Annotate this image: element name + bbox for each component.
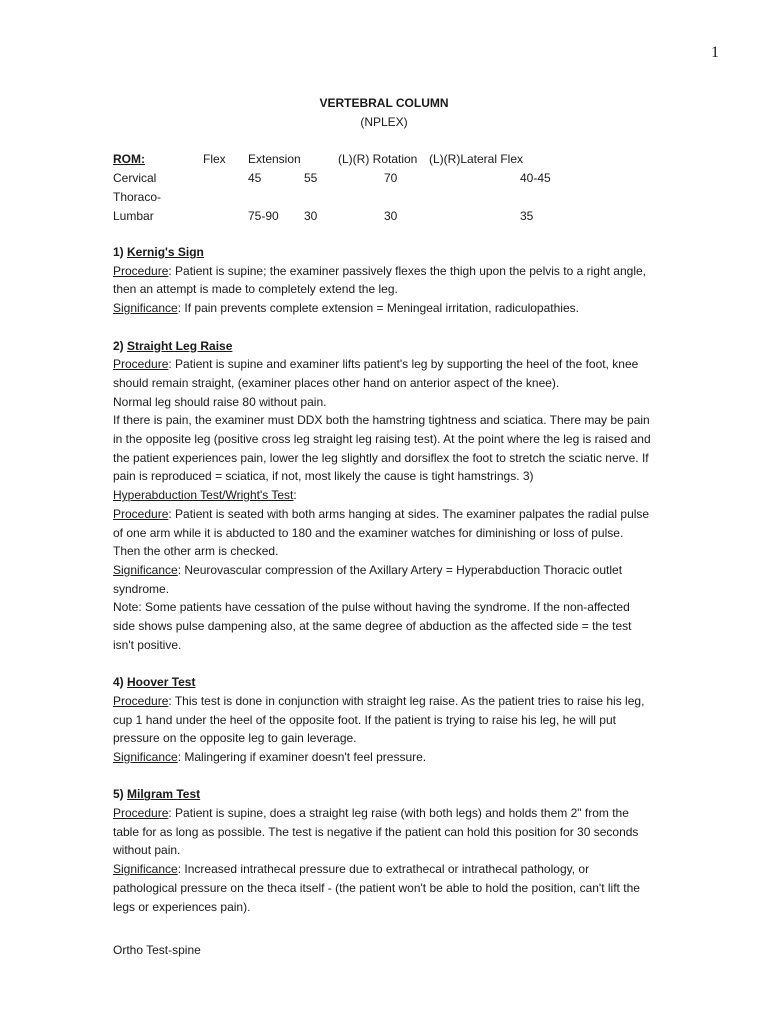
test-5-heading [113, 785, 653, 804]
procedure-label: Procedure [113, 693, 169, 708]
test-4-significance-text: : Malingering if examiner doesn't feel pressure. [177, 749, 427, 764]
procedure-label: Procedure [113, 263, 169, 278]
test-5-significance [113, 860, 653, 916]
test-5-procedure-text: : Patient is supine, does a straight leg raise (with both legs) and holds them 2" from the table for as long as possible. The test is negative if the patient can hold this position for 30 seconds without pain. [113, 806, 639, 858]
test-2-procedure [113, 355, 653, 392]
rom-lumbar-flex: 75-90 [248, 209, 279, 223]
rom-header-rotation: (L)(R) Rotation [338, 152, 418, 166]
page-number: 1 [711, 44, 719, 61]
rom-cervical-flex: 45 [248, 171, 262, 185]
document-body [113, 243, 653, 916]
rom-header-extension: Extension [248, 152, 301, 166]
rom-table [113, 150, 673, 226]
rom-lumbar-rotation: 30 [384, 209, 398, 223]
test-2-number: 2) [113, 338, 124, 353]
rom-header-lateral: (L)(R)Lateral Flex [429, 152, 524, 166]
document-subtitle: (NPLEX) [360, 115, 408, 129]
rom-cervical-label: Cervical [113, 171, 157, 185]
test-3-colon: : [293, 488, 297, 503]
test-1-heading [113, 243, 653, 262]
rom-row-cervical [113, 169, 673, 188]
test-4-procedure [113, 692, 653, 748]
significance-label: Significance [113, 862, 178, 877]
test-2-pain: If there is pain, the examiner must DDX both the hamstring tightness and sciatica. There may be pain in the opposite leg (positive cross leg straight leg raising test). At the point where the leg is raised and the patient experiences pain, lower the leg slightly and dorsiflex the foot to stretch the sciatic nerve. If pain is reproduced = sciatica, if not, most likely the cause is tight hamstrings. 3) [113, 413, 651, 484]
rom-lumbar-label: Lumbar [113, 209, 154, 223]
test-4-name: Hoover Test [127, 675, 196, 690]
rom-header-flex: Flex [203, 152, 226, 166]
test-1-significance [113, 299, 653, 318]
document-title: VERTEBRAL COLUMN [319, 96, 449, 110]
test-1-procedure [113, 262, 653, 299]
test-3-procedure-text: : Patient is seated with both arms hanging at sides. The examiner palpates the radial pulse of one arm while it is abducted to 180 and the examiner watches for diminishing or loss of pulse. Then the other arm is checked. [113, 506, 650, 559]
test-3-significance [113, 561, 653, 598]
test-3-heading [113, 486, 653, 505]
rom-lumbar-extension: 30 [304, 209, 318, 223]
rom-row-lumbar [113, 207, 673, 226]
test-3-significance-text: : Neurovascular compression of the Axillary Artery = Hyperabduction Thoracic outlet syndrome. [113, 562, 623, 596]
test-1-number: 1) [113, 245, 124, 259]
page-footer: Ortho Test-spine [113, 943, 201, 957]
test-4-procedure-text: : This test is done in conjunction with straight leg raise. As the patient tries to raise his leg, cup 1 hand under the heel of the opposite foot. If the patient is trying to raise his leg, he will put pressure on the opposite leg to gain leverage. [113, 693, 645, 746]
test-4-significance [113, 748, 653, 767]
procedure-label: Procedure [113, 806, 169, 821]
test-1-significance-text: : If pain prevents complete extension = Meningeal irritation, radiculopathies. [177, 301, 579, 316]
test-1-procedure-text: : Patient is supine; the examiner passively flexes the thigh upon the pelvis to a right angle, then an attempt is made to completely extend the leg. [113, 263, 646, 297]
rom-cervical-rotation: 70 [384, 171, 398, 185]
test-3-procedure [113, 505, 653, 561]
rom-header-row [113, 150, 673, 169]
test-3-name: Hyperabduction Test/Wright's Test [113, 488, 294, 503]
test-2-normal: Normal leg should raise 80 without pain. [113, 394, 327, 409]
test-2-procedure-text: : Patient is supine and examiner lifts patient's leg by supporting the heel of the foot, knee should remain straight, (examiner places other hand on anterior aspect of the knee). [113, 357, 639, 390]
test-2-name: Straight Leg Raise [127, 338, 233, 353]
significance-label: Significance [113, 301, 178, 316]
rom-lumbar-lateral: 35 [520, 209, 534, 223]
test-4-number: 4) [113, 675, 124, 690]
procedure-label: Procedure [113, 357, 169, 372]
rom-row-thoraco [113, 188, 673, 207]
rom-cervical-lateral: 40-45 [520, 171, 551, 185]
test-4-heading [113, 673, 653, 692]
rom-header-label: ROM: [113, 152, 145, 166]
procedure-label: Procedure [113, 506, 169, 521]
rom-thoraco-label: Thoraco- [113, 190, 162, 204]
test-5-name: Milgram Test [127, 787, 201, 802]
test-5-significance-text: : Increased intrathecal pressure due to extrathecal or intrathecal pathology, or pathological pressure on the theca itself - (the patient won't be able to hold the position, can't lift the legs or experiences pain). [113, 862, 640, 914]
rom-cervical-extension: 55 [304, 171, 318, 185]
test-5-procedure [113, 804, 653, 860]
significance-label: Significance [113, 562, 178, 577]
test-5-number: 5) [113, 787, 124, 802]
test-2-heading [113, 337, 653, 356]
test-3-note: Note: Some patients have cessation of the pulse without having the syndrome. If the non-affected side shows pulse dampening also, at the same degree of abduction as the affected side = the test isn't positive. [113, 600, 632, 652]
test-1-name: Kernig's Sign [127, 245, 204, 259]
significance-label: Significance [113, 749, 178, 764]
